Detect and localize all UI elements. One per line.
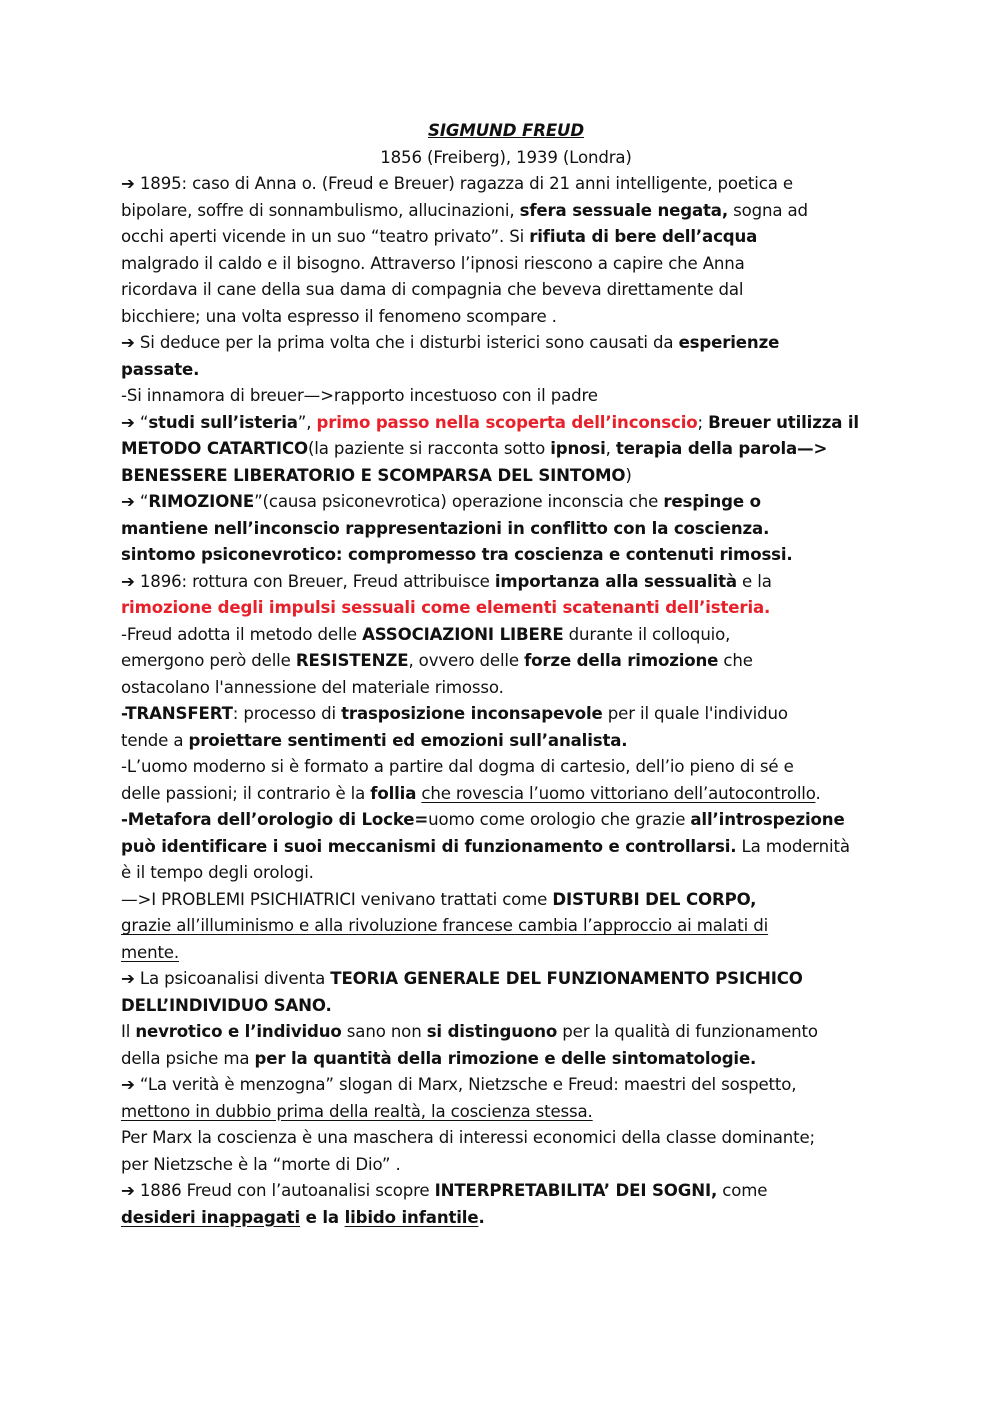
text-line xyxy=(121,728,891,755)
text-line xyxy=(121,489,891,516)
text-segment: per il quale l'individuo xyxy=(602,704,788,723)
text-line xyxy=(121,277,891,304)
text-line xyxy=(121,754,891,781)
text-segment: è il tempo degli orologi. xyxy=(121,863,314,882)
text-line xyxy=(121,913,891,940)
text-segment: delle passioni; il contrario è la xyxy=(121,783,371,803)
text-line xyxy=(121,595,891,622)
document-page xyxy=(121,118,891,1231)
text-line xyxy=(121,966,891,993)
text-line xyxy=(121,383,891,410)
text-segment: per la qualità di funzionamento xyxy=(557,1022,818,1041)
text-segment: ) xyxy=(625,465,632,485)
text-segment: TEORIA GENERALE DEL FUNZIONAMENTO PSICHICO xyxy=(330,969,803,988)
text-segment: grazie all’illuminismo e alla rivoluzione francese cambia l’approccio ai malati di xyxy=(121,916,769,935)
text-segment: primo passo nella scoperta dell’inconscio xyxy=(316,412,698,432)
text-segment: ”, xyxy=(297,412,317,432)
text-segment: per la quantità della rimozione e delle sintomatologie. xyxy=(254,1048,757,1068)
text-line xyxy=(121,1099,891,1126)
text-segment: -Metafora dell’orologio di Locke= xyxy=(121,810,429,829)
text-segment: -Si innamora di breuer—>rapporto incestuoso con il padre xyxy=(121,386,598,405)
text-segment: studi sull’isteria xyxy=(148,412,298,432)
text-segment: -L’uomo moderno si è formato a partire dal dogma di cartesio, dell’io pieno di sé e xyxy=(121,757,794,776)
text-segment: bicchiere; una volta espresso il fenomeno scompare . xyxy=(121,306,557,326)
text-segment: forze della rimozione xyxy=(524,651,719,670)
text-line xyxy=(121,993,891,1020)
text-line xyxy=(121,807,891,834)
text-segment: che xyxy=(718,651,753,670)
text-segment: —>I PROBLEMI PSICHIATRICI venivano trattati come xyxy=(121,889,553,909)
text-segment: sfera sessuale negata, xyxy=(519,200,728,220)
text-segment: RIMOZIONE xyxy=(148,492,255,511)
text-segment: : processo di xyxy=(232,704,342,723)
text-line xyxy=(121,1046,891,1073)
text-segment: emergono però delle xyxy=(121,651,296,670)
text-line xyxy=(121,648,891,675)
text-segment: uomo come orologio che grazie xyxy=(428,810,691,829)
text-segment: e la xyxy=(736,571,772,591)
text-line xyxy=(121,357,891,384)
text-segment: ”(causa psiconevrotica) operazione inconscia che xyxy=(254,492,664,511)
document-title: SIGMUND FREUD xyxy=(428,121,584,140)
document-body xyxy=(121,171,891,1231)
text-segment: respinge o xyxy=(663,492,761,511)
text-segment: ➔ “ xyxy=(121,492,149,511)
text-segment: ; xyxy=(697,412,709,432)
text-segment: che rovescia l’uomo vittoriano dell’autocontrollo xyxy=(421,783,816,803)
text-segment: tende a xyxy=(121,730,189,750)
text-segment: durante il colloquio, xyxy=(563,624,731,644)
text-line xyxy=(121,516,891,543)
text-segment: ASSOCIAZIONI LIBERE xyxy=(362,624,564,644)
text-segment: DISTURBI DEL CORPO, xyxy=(552,889,757,909)
text-segment: (la paziente si racconta sotto xyxy=(307,439,551,458)
text-line xyxy=(121,940,891,967)
text-segment: può identificare i suoi meccanismi di funzionamento e controllarsi. xyxy=(121,836,737,856)
text-line xyxy=(121,1125,891,1152)
text-segment: mettono in dubbio prima della realtà, la coscienza stessa. xyxy=(121,1101,593,1121)
text-segment: malgrado il caldo e il bisogno. Attraverso l’ipnosi riescono a capire che Anna xyxy=(121,253,745,273)
text-line xyxy=(121,834,891,861)
text-segment: sogna ad xyxy=(728,200,808,220)
text-segment: ➔ La psicoanalisi diventa xyxy=(121,969,331,988)
document-subtitle: 1856 (Freiberg), 1939 (Londra) xyxy=(380,147,632,167)
text-segment: METODO CATARTICO xyxy=(121,439,308,458)
text-segment: mente. xyxy=(121,942,179,962)
text-segment: DELL’INDIVIDUO SANO. xyxy=(121,995,332,1015)
text-line xyxy=(121,569,891,596)
text-segment: ➔ 1896: rottura con Breuer, Freud attribuisce xyxy=(121,571,495,591)
text-segment: all’introspezione xyxy=(690,810,845,829)
text-line xyxy=(121,224,891,251)
text-segment: sintomo psiconevrotico: compromesso tra coscienza e contenuti rimossi. xyxy=(121,545,793,564)
text-segment: esperienze xyxy=(678,333,780,352)
text-segment: BENESSERE LIBERATORIO E SCOMPARSA DEL SINTOMO xyxy=(121,465,626,485)
text-segment: libido infantile xyxy=(344,1207,479,1227)
text-segment: ➔ Si deduce per la prima volta che i disturbi isterici sono causati da xyxy=(121,333,679,352)
text-segment: sano non xyxy=(341,1022,427,1041)
text-line xyxy=(121,463,891,490)
text-line xyxy=(121,542,891,569)
text-line xyxy=(121,1152,891,1179)
text-segment: Per Marx la coscienza è una maschera di interessi economici della classe dominante; xyxy=(121,1128,815,1147)
text-line xyxy=(121,198,891,225)
text-line xyxy=(121,781,891,808)
text-segment: per Nietzsche è la “morte di Dio” . xyxy=(121,1154,401,1174)
text-line xyxy=(121,701,891,728)
text-segment: ostacolano l'annessione del materiale rimosso. xyxy=(121,677,504,697)
text-segment: passate. xyxy=(121,359,200,379)
text-segment: Il xyxy=(121,1022,136,1041)
text-segment: -Freud adotta il metodo delle xyxy=(121,624,363,644)
text-line xyxy=(121,330,891,357)
text-segment: INTERPRETABILITA’ DEI SOGNI, xyxy=(434,1181,718,1200)
text-segment: si distinguono xyxy=(426,1022,558,1041)
text-segment: bipolare, soffre di sonnambulismo, allucinazioni, xyxy=(121,200,520,220)
text-line xyxy=(121,1019,891,1046)
text-segment: . xyxy=(478,1207,485,1227)
text-segment: rimozione degli impulsi sessuali come elementi scatenanti dell’isteria. xyxy=(121,598,771,617)
text-segment: RESISTENZE xyxy=(295,651,409,670)
text-segment: ➔ “La verità è menzogna” slogan di Marx, Nietzsche e Freud: maestri del sospetto, xyxy=(121,1075,797,1094)
text-segment: -TRANSFERT xyxy=(121,704,233,723)
text-segment: della psiche ma xyxy=(121,1048,255,1068)
text-segment: , ovvero delle xyxy=(408,651,525,670)
text-segment: nevrotico e l’individuo xyxy=(135,1022,342,1041)
text-segment: ➔ 1886 Freud con l’autoanalisi scopre xyxy=(121,1181,435,1200)
text-segment: occhi aperti vicende in un suo “teatro privato”. Si xyxy=(121,227,530,246)
text-line xyxy=(121,436,891,463)
text-line xyxy=(121,410,891,437)
text-segment: Breuer utilizza il xyxy=(708,412,859,432)
text-segment: mantiene nell’inconscio rappresentazioni in conflitto con la coscienza. xyxy=(121,518,770,538)
text-segment: ➔ “ xyxy=(121,412,149,432)
text-segment: come xyxy=(717,1181,768,1200)
text-segment: proiettare sentimenti ed emozioni sull’analista. xyxy=(188,730,628,750)
text-segment: importanza alla sessualità xyxy=(494,571,737,591)
text-line xyxy=(121,251,891,278)
text-segment: e la xyxy=(299,1207,345,1227)
text-segment: desideri inappagati xyxy=(121,1207,300,1227)
text-line xyxy=(121,675,891,702)
text-line xyxy=(121,1205,891,1232)
text-line xyxy=(121,887,891,914)
text-line xyxy=(121,860,891,887)
text-segment: ipnosi xyxy=(550,439,606,458)
text-segment: terapia della parola—> xyxy=(615,439,828,458)
text-segment: rifiuta di bere dell’acqua xyxy=(529,227,758,246)
text-line xyxy=(121,1178,891,1205)
text-line xyxy=(121,1072,891,1099)
text-segment: follia xyxy=(370,783,417,803)
text-segment: La modernità xyxy=(736,836,850,856)
text-segment: . xyxy=(815,783,821,803)
text-segment: ➔ 1895: caso di Anna o. (Freud e Breuer) ragazza di 21 anni intelligente, poetica e xyxy=(121,174,793,193)
text-line xyxy=(121,304,891,331)
text-segment: , xyxy=(605,439,616,458)
text-segment: ricordava il cane della sua dama di compagnia che beveva direttamente dal xyxy=(121,280,744,299)
text-segment: trasposizione inconsapevole xyxy=(341,704,603,723)
text-line xyxy=(121,622,891,649)
text-line xyxy=(121,171,891,198)
